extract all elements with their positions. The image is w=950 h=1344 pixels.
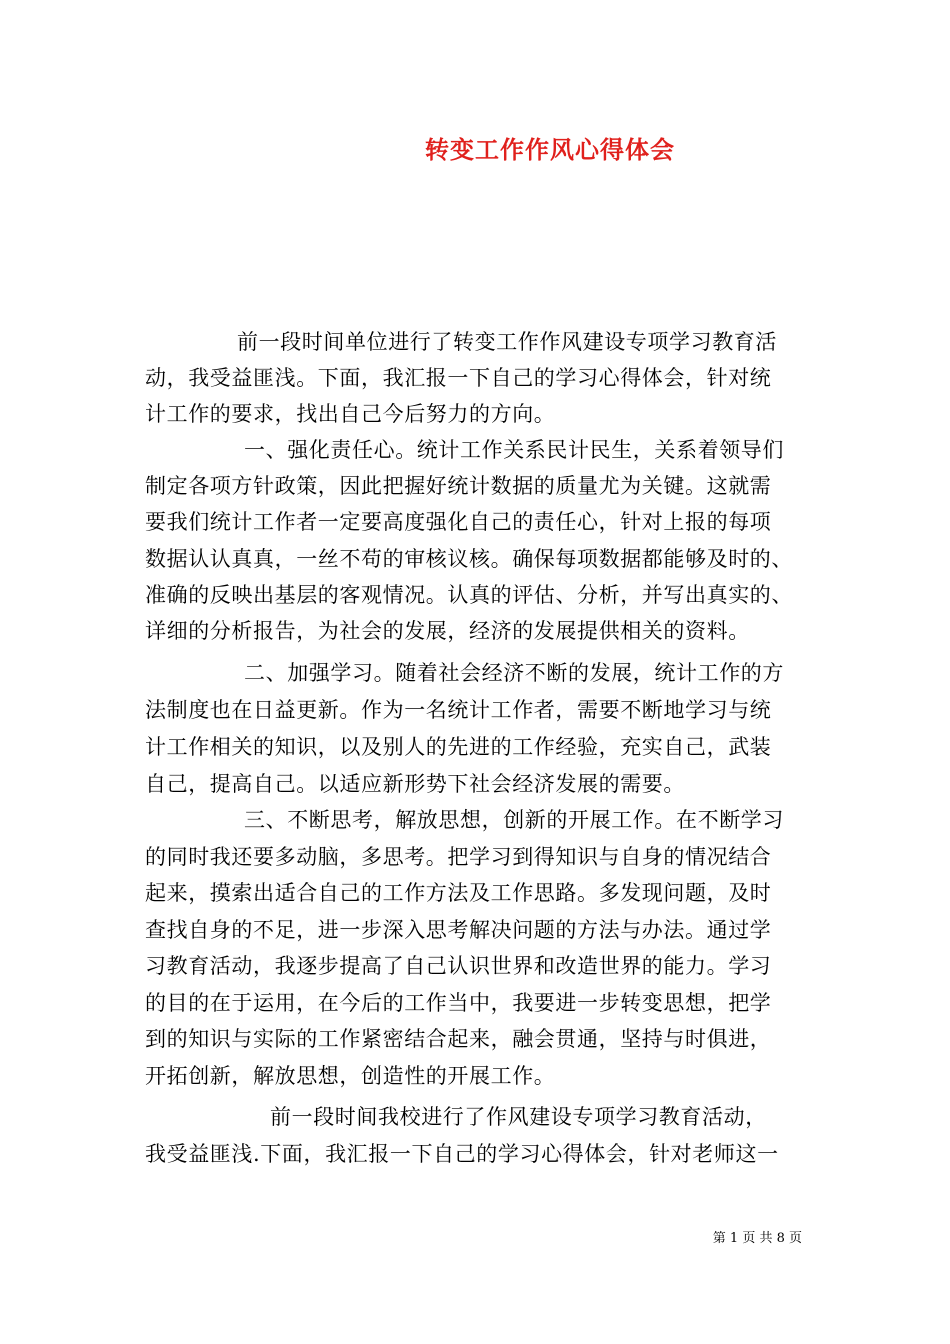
document-title: 转变工作作风心得体会	[425, 135, 675, 164]
paragraph-line: 前一段时间单位进行了转变工作作风建设专项学习教育活	[237, 330, 777, 354]
paragraph-line: 起来，摸索出适合自己的工作方法及工作思路。多发现问题，及时	[145, 881, 772, 905]
paragraph-line: 自己，提高自己。以适应新形势下社会经济发展的需要。	[145, 772, 685, 796]
paragraph-line: 习教育活动，我逐步提高了自己认识世界和改造世界的能力。学习	[145, 954, 772, 978]
paragraph-line: 数据认认真真，一丝不苟的审核议核。确保每项数据都能够及时的、	[145, 547, 793, 571]
paragraph-line: 二、加强学习。随着社会经济不断的发展，统计工作的方	[244, 661, 784, 685]
paragraph-line: 开拓创新，解放思想，创造性的开展工作。	[145, 1064, 556, 1088]
paragraph-line: 三、不断思考，解放思想，创新的开展工作。在不断学习	[244, 808, 784, 832]
paragraph-line: 一、强化责任心。统计工作关系民计民生，关系着领导们	[244, 438, 784, 462]
paragraph-line: 详细的分析报告，为社会的发展，经济的发展提供相关的资料。	[145, 619, 750, 643]
paragraph-line: 计工作的要求，找出自己今后努力的方向。	[145, 402, 556, 426]
paragraph-line: 制定各项方针政策，因此把握好统计数据的质量尤为关键。这就需	[145, 474, 772, 498]
paragraph-line: 到的知识与实际的工作紧密结合起来，融会贯通，坚持与时俱进，	[145, 1027, 772, 1051]
paragraph-line: 要我们统计工作者一定要高度强化自己的责任心，针对上报的每项	[145, 510, 772, 534]
page-number: 第 1 页 共 8 页	[712, 1231, 802, 1246]
paragraph-line: 准确的反映出基层的客观情况。认真的评估、分析，并写出真实的、	[145, 583, 793, 607]
paragraph-line: 查找自身的不足，进一步深入思考解决问题的方法与办法。通过学	[145, 918, 772, 942]
paragraph-line: 我受益匪浅.下面，我汇报一下自己的学习心得体会，针对老师这一	[145, 1142, 779, 1166]
paragraph-line: 法制度也在日益更新。作为一名统计工作者，需要不断地学习与统	[145, 698, 772, 722]
paragraph-line: 的同时我还要多动脑，多思考。把学习到得知识与自身的情况结合	[145, 845, 772, 869]
paragraph-line: 动，我受益匪浅。下面，我汇报一下自己的学习心得体会，针对统	[145, 366, 772, 390]
paragraph-line: 计工作相关的知识，以及别人的先进的工作经验，充实自己，武装	[145, 735, 772, 759]
paragraph-line: 的目的在于运用，在今后的工作当中，我要进一步转变思想，把学	[145, 991, 772, 1015]
paragraph-line: 前一段时间我校进行了作风建设专项学习教育活动，	[270, 1105, 767, 1129]
